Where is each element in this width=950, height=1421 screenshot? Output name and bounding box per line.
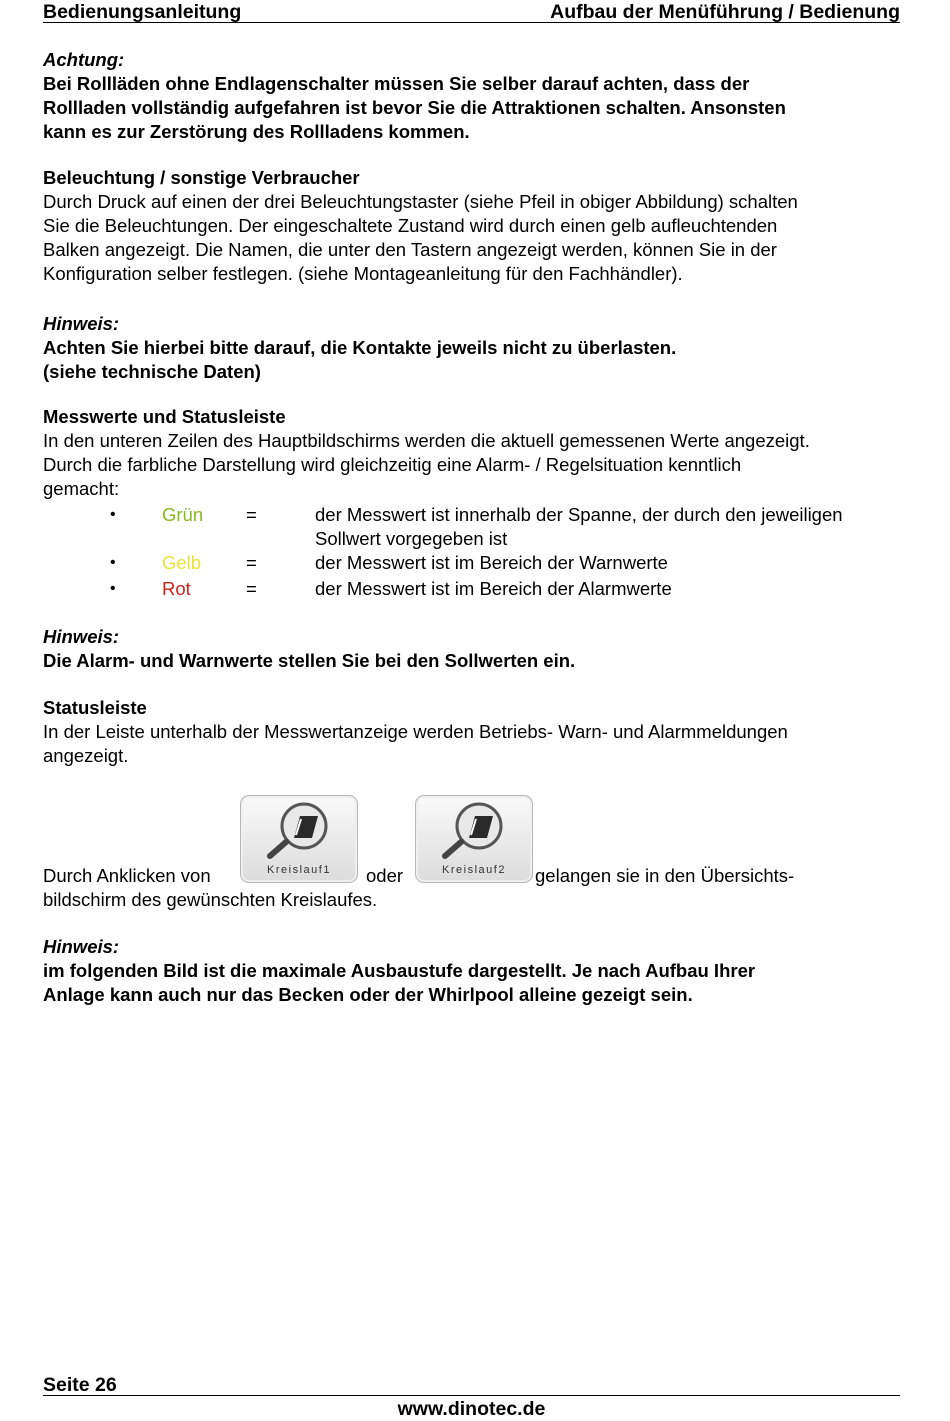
kreislauf2-button[interactable] (415, 795, 533, 883)
term-yellow: Gelb (162, 552, 202, 573)
document-page (43, 0, 900, 1420)
anklicken-text: Durch Anklicken von (43, 865, 211, 886)
page-number: Seite 26 (43, 1374, 117, 1396)
anklicken-oder: oder (366, 865, 404, 886)
kreislauf1-button[interactable] (240, 795, 358, 883)
statusleiste-line: angezeigt. (43, 745, 129, 766)
kreislauf2-label: Kreislauf2 (442, 864, 506, 876)
magnifier-icon (266, 800, 334, 860)
term-red: Rot (162, 578, 191, 599)
definition: der Messwert ist innerhalb der Spanne, der durch den jeweiligen (315, 504, 843, 525)
statusleiste-line: In der Leiste unterhalb der Messwertanzeige werden Betriebs- Warn- und Alarmmeldungen (43, 721, 788, 742)
definition: der Messwert ist im Bereich der Warnwerte (315, 552, 668, 573)
header-left: Bedienungsanleitung (43, 1, 242, 23)
term-green: Grün (162, 504, 204, 525)
statusleiste-title: Statusleiste (43, 697, 147, 718)
anklicken-text: gelangen sie in den Übersichts- (535, 865, 795, 886)
bullet: • (110, 580, 116, 597)
hinweis1-title: Hinweis: (43, 313, 120, 334)
achtung-line: Bei Rollläden ohne Endlagenschalter müssen Sie selber darauf achten, dass der (43, 73, 750, 94)
achtung-section (43, 48, 913, 144)
footer-url: www.dinotec.de (397, 1398, 546, 1420)
beleuchtung-section (43, 166, 913, 286)
header-right: Aufbau der Menüführung / Bedienung (550, 1, 900, 23)
hinweis2-line: Die Alarm- und Warnwerte stellen Sie bei den Sollwerten ein. (43, 650, 576, 671)
magnifier-icon (441, 800, 509, 860)
anklicken-text: bildschirm des gewünschten Kreislaufes. (43, 889, 378, 910)
hinweis3-line: im folgenden Bild ist die maximale Ausbaustufe dargestellt. Je nach Aufbau Ihrer (43, 960, 756, 981)
messwerte-line: gemacht: (43, 478, 120, 499)
definition-continued: Sollwert vorgegeben ist (315, 528, 508, 549)
list-item (43, 577, 923, 601)
beleuchtung-line: Balken angezeigt. Die Namen, die unter den Tastern angezeigt werden, können Sie in der (43, 239, 777, 260)
hinweis3-section (43, 935, 913, 1007)
messwerte-line: Durch die farbliche Darstellung wird gleichzeitig eine Alarm- / Regelsituation kenntlich (43, 454, 742, 475)
statusleiste-section (43, 696, 913, 768)
hinweis2-title: Hinweis: (43, 626, 120, 647)
beleuchtung-title: Beleuchtung / sonstige Verbraucher (43, 167, 360, 188)
list-item (43, 551, 923, 575)
messwerte-section (43, 405, 913, 501)
hinweis2-section (43, 625, 913, 673)
hinweis1-line: (siehe technische Daten) (43, 361, 261, 382)
beleuchtung-line: Konfiguration selber festlegen. (siehe Montageanleitung für den Fachhändler). (43, 263, 683, 284)
footer-divider (43, 1395, 900, 1396)
hinweis3-title: Hinweis: (43, 936, 120, 957)
equals-sign: = (246, 504, 257, 525)
achtung-title: Achtung: (43, 49, 125, 70)
achtung-line: kann es zur Zerstörung des Rollladens kommen. (43, 121, 470, 142)
definition: der Messwert ist im Bereich der Alarmwerte (315, 578, 672, 599)
achtung-line: Rollladen vollständig aufgefahren ist bevor Sie die Attraktionen schalten. Ansonsten (43, 97, 786, 118)
page-header (43, 2, 900, 23)
list-item (43, 503, 923, 527)
list-item-continuation (43, 527, 923, 551)
beleuchtung-line: Sie die Beleuchtungen. Der eingeschaltete Zustand wird durch einen gelb aufleuchtenden (43, 215, 778, 236)
beleuchtung-line: Durch Druck auf einen der drei Beleuchtungstaster (siehe Pfeil in obiger Abbildung) schalten (43, 191, 798, 212)
kreislauf1-label: Kreislauf1 (267, 864, 331, 876)
bullet: • (110, 506, 116, 523)
hinweis1-section (43, 312, 913, 384)
equals-sign: = (246, 578, 257, 599)
messwerte-line: In den unteren Zeilen des Hauptbildschirms werden die aktuell gemessenen Werte angezeigt. (43, 430, 810, 451)
color-legend-list (43, 503, 923, 601)
hinweis1-line: Achten Sie hierbei bitte darauf, die Kontakte jeweils nicht zu überlasten. (43, 337, 677, 358)
equals-sign: = (246, 552, 257, 573)
messwerte-title: Messwerte und Statusleiste (43, 406, 286, 427)
hinweis3-line: Anlage kann auch nur das Becken oder der Whirlpool alleine gezeigt sein. (43, 984, 693, 1005)
bullet: • (110, 554, 116, 571)
